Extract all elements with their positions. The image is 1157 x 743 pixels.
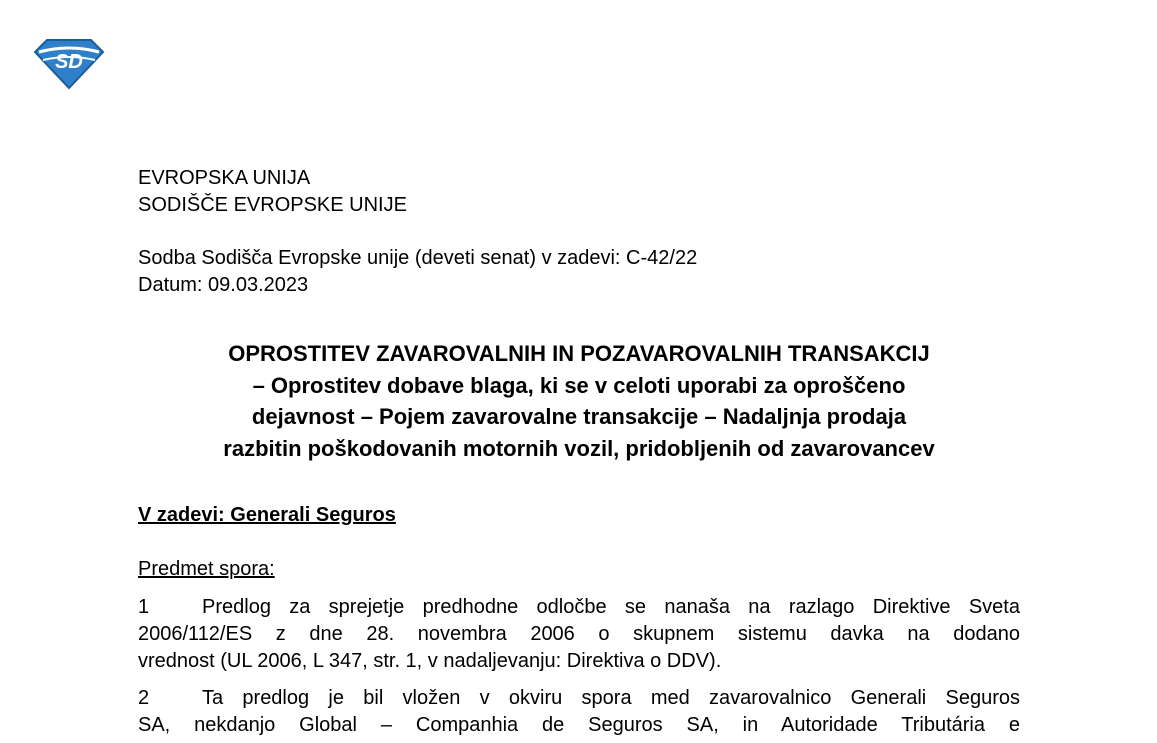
paragraph-number: 1 bbox=[138, 596, 150, 618]
logo-emblem-icon bbox=[33, 38, 105, 90]
paragraph-text: Predlog za sprejetje predhodne odločbe se nanaša na razlago Direktive Sveta bbox=[202, 596, 1020, 618]
paragraph-line bbox=[138, 594, 1020, 621]
judgment-date: Datum: 09.03.2023 bbox=[138, 274, 309, 296]
case-heading: V zadevi: Generali Seguros bbox=[138, 504, 396, 526]
paragraph-2 bbox=[138, 685, 1020, 739]
paragraph-1 bbox=[138, 594, 1020, 675]
logo-text: SD bbox=[55, 51, 83, 73]
paragraph-number: 2 bbox=[138, 687, 150, 709]
court-name: SODIŠČE EVROPSKE UNIJE bbox=[138, 194, 407, 216]
paragraph-line: vrednost (UL 2006, L 347, str. 1, v nadaljevanju: Direktiva o DDV). bbox=[138, 650, 722, 672]
title-line: razbitin poškodovanih motornih vozil, pridobljenih od zavarovancev bbox=[223, 435, 935, 461]
paragraph-line: 2006/112/ES z dne 28. novembra 2006 o skupnem sistemu davka na dodano bbox=[138, 623, 1020, 645]
union-name: EVROPSKA UNIJA bbox=[138, 167, 311, 189]
judgment-reference: Sodba Sodišča Evropske unije (deveti senat) v zadevi: C-42/22 bbox=[138, 247, 698, 269]
title-line: – Oprostitev dobave blaga, ki se v celoti uporabi za oproščeno bbox=[252, 372, 906, 398]
paragraph-line: SA, nekdanjo Global – Companhia de Seguros SA, in Autoridade Tributária e bbox=[138, 714, 1020, 736]
paragraph-line bbox=[138, 685, 1020, 712]
title-line: OPROSTITEV ZAVAROVALNIH IN POZAVAROVALNIH TRANSAKCIJ bbox=[228, 341, 930, 366]
subject-heading: Predmet spora: bbox=[138, 558, 275, 580]
document-title bbox=[138, 338, 1020, 464]
paragraph-text: Ta predlog je bil vložen v okviru spora med zavarovalnico Generali Seguros bbox=[202, 687, 1020, 709]
title-line: dejavnost – Pojem zavarovalne transakcije – Nadaljnja prodaja bbox=[251, 404, 907, 429]
court-logo bbox=[33, 38, 105, 90]
